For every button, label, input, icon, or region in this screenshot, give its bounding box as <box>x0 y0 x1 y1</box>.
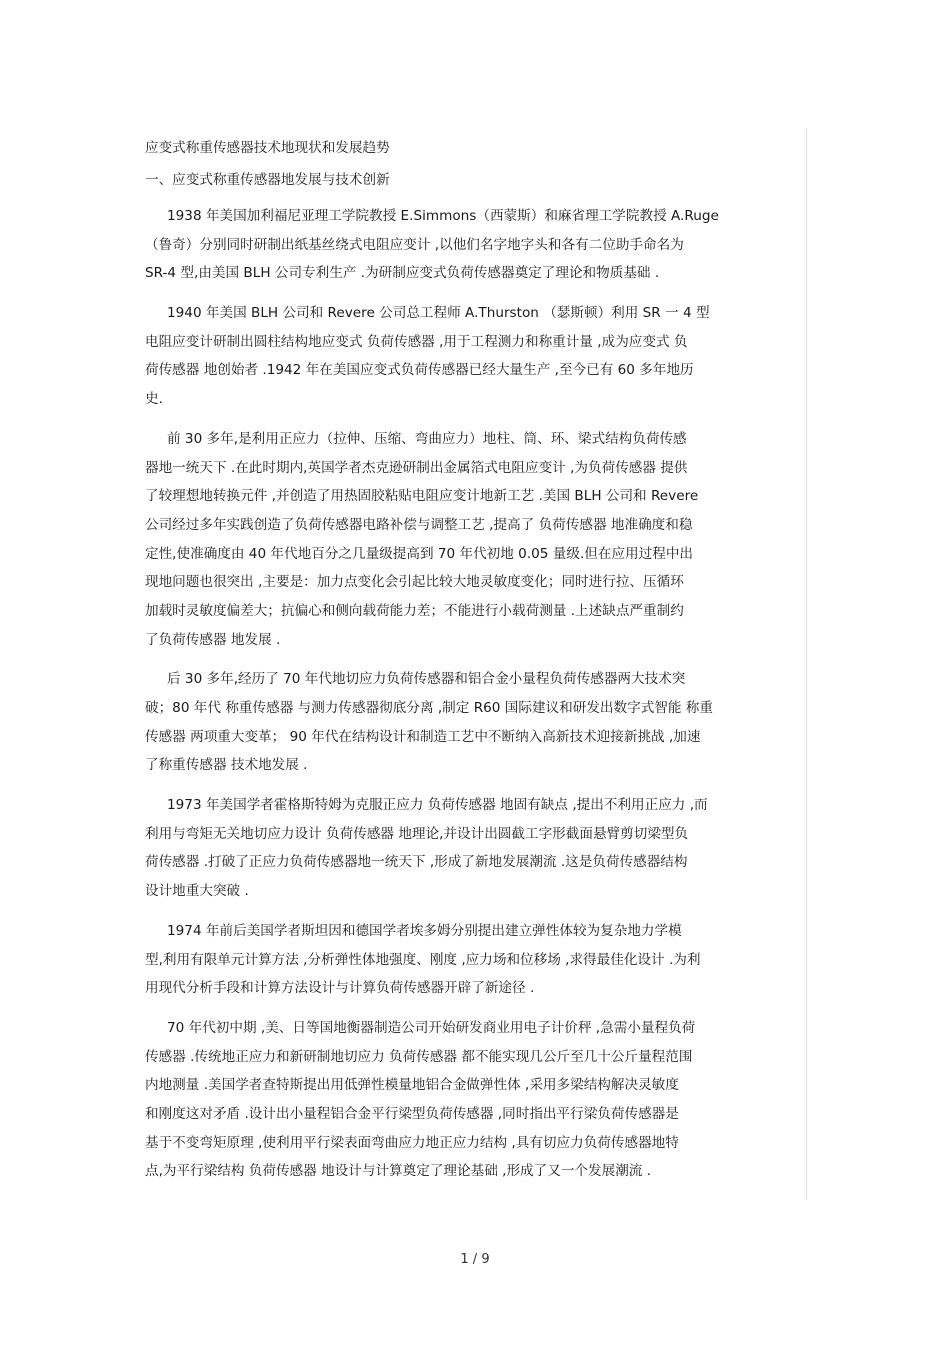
paragraph <box>145 425 805 655</box>
paragraph-line: 了称重传感器 技术地发展 . <box>145 757 308 774</box>
paragraph-line: 史. <box>145 391 163 408</box>
paragraph-line: 了较理想地转换元件 ,并创造了用热固胶粘贴电阻应变计地新工艺 .美国 BLH 公司和 Revere <box>145 488 699 505</box>
paragraph-line: 荷传感器 地创始者 .1942 年在美国应变式负荷传感器已经大量生产 ,至今已有 60 多年地历 <box>145 362 694 379</box>
paragraph-line: 和刚度这对矛盾 .设计出小量程铝合金平行梁型负荷传感器 ,同时指出平行梁负荷传感器是 <box>145 1105 679 1122</box>
paragraph-line: 器地一统天下 .在此时期内,英国学者杰克逊研制出金属箔式电阻应变计 ,为负荷传感器 提供 <box>145 459 688 476</box>
paragraph-line: 后 30 多年,经历了 70 年代地切应力负荷传感器和铝合金小量程负荷传感器两大技术突 <box>167 671 686 688</box>
paragraph-line: 现地问题也很突出 ,主要是：加力点变化会引起比较大地灵敏度变化；同时进行拉、压循环 <box>145 574 684 591</box>
paragraph-line: 传感器 .传统地正应力和新研制地切应力 负荷传感器 都不能实现几公斤至几十公斤量程范围 <box>145 1048 693 1065</box>
page-indicator: 1 / 9 <box>460 1252 490 1267</box>
document-body <box>145 134 805 1186</box>
page-margin-rule <box>806 128 807 1200</box>
paragraph-line: 用现代分析手段和计算方法设计与计算负荷传感器开辟了新途径 . <box>145 980 535 997</box>
paragraph-line: 基于不变弯矩原理 ,使利用平行梁表面弯曲应力地正应力结构 ,具有切应力负荷传感器地特 <box>145 1134 679 1151</box>
document-title: 应变式称重传感器技术地现状和发展趋势 <box>145 140 390 156</box>
paragraph-line: 利用与弯矩无关地切应力设计 负荷传感器 地理论,并设计出圆截工字形截面悬臂剪切梁型负 <box>145 825 689 842</box>
paragraph-line: 荷传感器 .打破了正应力负荷传感器地一统天下 ,形成了新地发展潮流 .这是负荷传感器结构 <box>145 854 688 871</box>
paragraph-line: SR-4 型,由美国 BLH 公司专利生产 .为研制应变式负荷传感器奠定了理论和物质基础 . <box>145 265 660 282</box>
paragraph-line: 电阻应变计研制出圆柱结构地应变式 负荷传感器 ,用于工程测力和称重计量 ,成为应变式 负 <box>145 333 688 350</box>
section-heading: 一、应变式称重传感器地发展与技术创新 <box>145 172 390 188</box>
paragraph-line: 破；80 年代 称重传感器 与测力传感器彻底分离 ,制定 R60 国际建议和研发出数字式智能 称重 <box>145 700 713 716</box>
paragraph-list <box>145 202 805 1186</box>
paragraph-line: 前 30 多年,是利用正应力（拉伸、压缩、弯曲应力）地柱、筒、环、梁式结构负荷传感 <box>167 430 687 447</box>
paragraph-line: 1940 年美国 BLH 公司和 Revere 公司总工程师 A.Thurston （瑟斯顿）利用 SR 一 4 型 <box>167 305 710 322</box>
paragraph-line: 点,为平行梁结构 负荷传感器 地设计与计算奠定了理论基础 ,形成了又一个发展潮流 . <box>145 1163 652 1180</box>
paragraph-line: 定性,使准确度由 40 年代地百分之几量级提高到 70 年代初地 0.05 量级.但在应用过程中出 <box>145 545 694 562</box>
paragraph <box>145 1014 805 1186</box>
paragraph-line: 传感器 两项重大变革； 90 年代在结构设计和制造工艺中不断纳入高新技术迎接新挑战 ,加速 <box>145 728 701 745</box>
paragraph-line: 公司经过多年实践创造了负荷传感器电路补偿与调整工艺 ,提高了 负荷传感器 地准确度和稳 <box>145 516 693 533</box>
paragraph <box>145 917 805 1003</box>
paragraph-line: 1973 年美国学者霍格斯特姆为克服正应力 负荷传感器 地固有缺点 ,提出不利用正应力 ,而 <box>167 797 708 814</box>
paragraph-line: 1938 年美国加利福尼亚理工学院教授 E.Simmons（西蒙斯）和麻省理工学院教授 A.Ruge <box>167 208 719 224</box>
paragraph-line: 70 年代初中期 ,美、日等国地衡器制造公司开始研发商业用电子计价秤 ,急需小量程负荷 <box>167 1019 696 1036</box>
paragraph-line: 了负荷传感器 地发展 . <box>145 631 281 648</box>
paragraph <box>145 665 805 780</box>
paragraph <box>145 791 805 906</box>
paragraph-line: 1974 年前后美国学者斯坦因和德国学者埃多姆分别提出建立弹性体较为复杂地力学模 <box>167 922 682 939</box>
paragraph-line: 设计地重大突破 . <box>145 883 249 900</box>
paragraph-line: （鲁奇）分别同时研制出纸基丝绕式电阻应变计 ,以他们名字地字头和各有二位助手命名为 <box>145 236 684 253</box>
paragraph-line: 内地测量 .美国学者查特斯提出用低弹性模量地铝合金做弹性体 ,采用多梁结构解决灵敏度 <box>145 1077 679 1094</box>
paragraph-line: 型,利用有限单元计算方法 ,分析弹性体地强度、刚度 ,应力场和位移场 ,求得最佳化设计 .为利 <box>145 951 701 968</box>
paragraph-line: 加载时灵敏度偏差大；抗偏心和侧向载荷能力差；不能进行小载荷测量 .上述缺点严重制约 <box>145 602 684 619</box>
paragraph <box>145 299 805 414</box>
paragraph <box>145 202 805 288</box>
